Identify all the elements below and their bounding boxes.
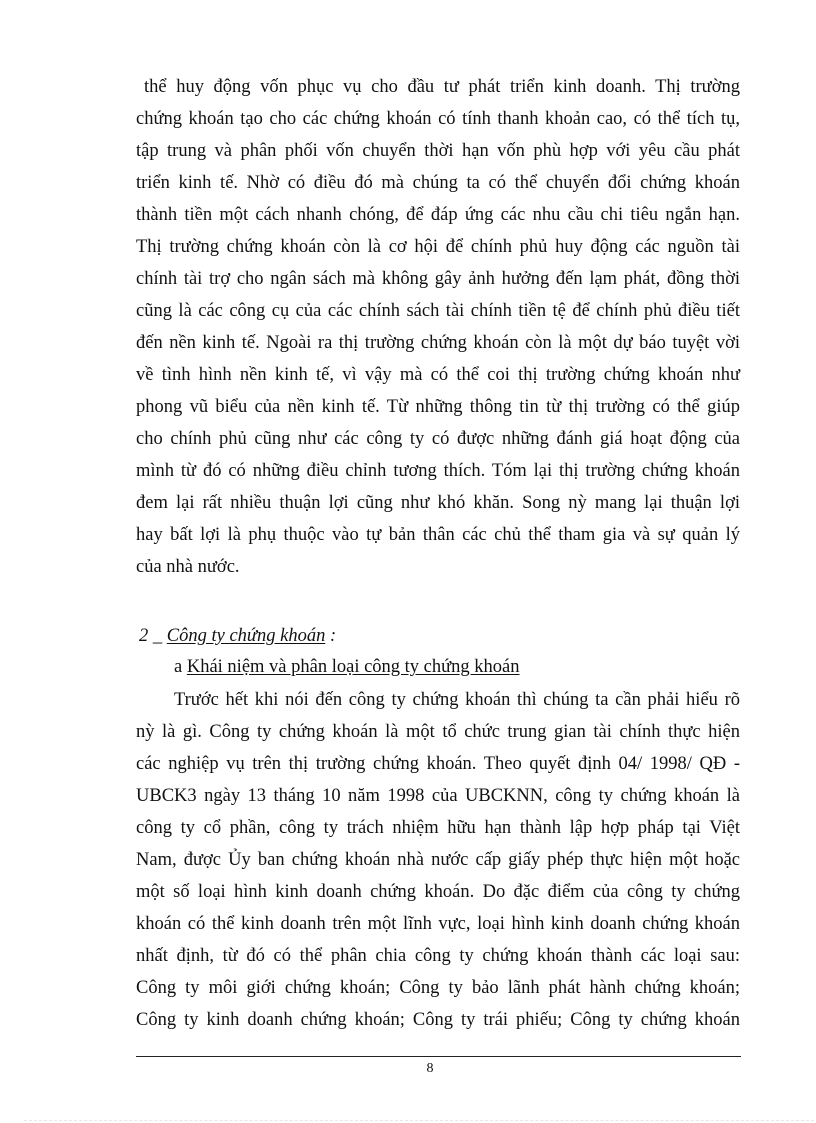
paragraph-line: công ty cổ phần, công ty trách nhiệm hữu hạn thành lập hợp pháp tại Việt [136,818,740,838]
paragraph-line: chứng khoán tạo cho các chứng khoán có tính thanh khoản cao, có thể tích tụ, [136,109,740,129]
paragraph-line: của nhà nước. [136,557,240,577]
paragraph-line: tập trung và phân phối vốn chuyển thời hạn vốn phù hợp với yêu cầu phát [136,141,740,161]
paragraph-line: khoán có thể kinh doanh trên một lĩnh vực, loại hình kinh doanh chứng khoán [136,914,740,934]
paragraph-line: Công ty môi giới chứng khoán; Công ty bảo lãnh phát hành chứng khoán; [136,978,740,998]
paragraph-line: nhất định, từ đó có thể phân chia công ty chứng khoán thành các loại sau: [136,946,740,966]
page-number: 8 [426,1061,434,1076]
paragraph-line: thành tiền một cách nhanh chóng, để đáp ứng các nhu cầu chi tiêu ngắn hạn. [136,205,740,225]
section-heading-number: 2 _ [139,626,167,646]
paragraph-line: phong vũ biểu của nền kinh tế. Từ những thông tin từ thị trường có thể giúp [136,397,740,417]
paragraph-line: Trước hết khi nói đến công ty chứng khoán thì chúng ta cần phải hiểu rõ [174,690,740,710]
section-heading-title: Công ty chứng khoán [166,626,326,646]
section-heading [139,624,336,648]
paragraph-line: chính tài trợ cho ngân sách mà không gây ảnh hưởng đến lạm phát, đồng thời [136,269,740,289]
paragraph-line: đến nền kinh tế. Ngoài ra thị trường chứng khoán còn là một dự báo tuyệt vời [136,333,740,353]
page-bottom-edge [24,1120,814,1121]
paragraph-line: Thị trường chứng khoán còn là cơ hội để chính phủ huy động các nguồn tài [136,237,740,257]
paragraph-line: triển kinh tế. Nhờ có điều đó mà chúng ta có thể chuyển đổi chứng khoán [136,173,740,193]
paragraph-line: cũng là các công cụ của các chính sách tài chính tiền tệ để chính phủ điều tiết [136,301,740,321]
section-heading-suffix: : [325,626,337,646]
footer-divider [136,1056,741,1057]
paragraph-line: một số loại hình kinh doanh chứng khoán. Do đặc điểm của công ty chứng [136,882,740,902]
paragraph-securities-company [136,684,740,1036]
paragraph-line: nỳ là gì. Công ty chứng khoán là một tổ chức trung gian tài chính thực hiện [136,722,740,742]
paragraph-line: Công ty kinh doanh chứng khoán; Công ty trái phiếu; Công ty chứng khoán [136,1010,740,1030]
paragraph-line: đem lại rất nhiều thuận lợi cũng như khó khăn. Song nỳ mang lại thuận lợi [136,493,740,513]
paragraph-line: mình từ đó có những điều chỉnh tương thích. Tóm lại thị trường chứng khoán [136,461,740,481]
paragraph-line: UBCK3 ngày 13 tháng 10 năm 1998 của UBCKNN, công ty chứng khoán là [136,786,740,806]
paragraph-line: cho chính phủ cũng như các công ty có được những đánh giá hoạt động của [136,429,740,449]
paragraph-line: Nam, được Ủy ban chứng khoán nhà nước cấp giấy phép thực hiện một hoặc [136,850,740,870]
subsection-heading-title: Khái niệm và phân loại công ty chứng khoán [186,657,520,677]
paragraph-line: thể huy động vốn phục vụ cho đầu tư phát triển kinh doanh. Thị trường [144,77,740,97]
paragraph-stock-market-benefits [136,71,740,583]
subsection-heading [174,655,520,679]
paragraph-line: về tình hình nền kinh tế, vì vậy mà có thể coi thị trường chứng khoán như [136,365,740,385]
paragraph-line: hay bất lợi là phụ thuộc vào tự bản thân các chủ thể tham gia và sự quản lý [136,525,740,545]
paragraph-line: các nghiệp vụ trên thị trường chứng khoán. Theo quyết định 04/ 1998/ QĐ - [136,754,740,774]
subsection-heading-letter: a [174,657,187,677]
